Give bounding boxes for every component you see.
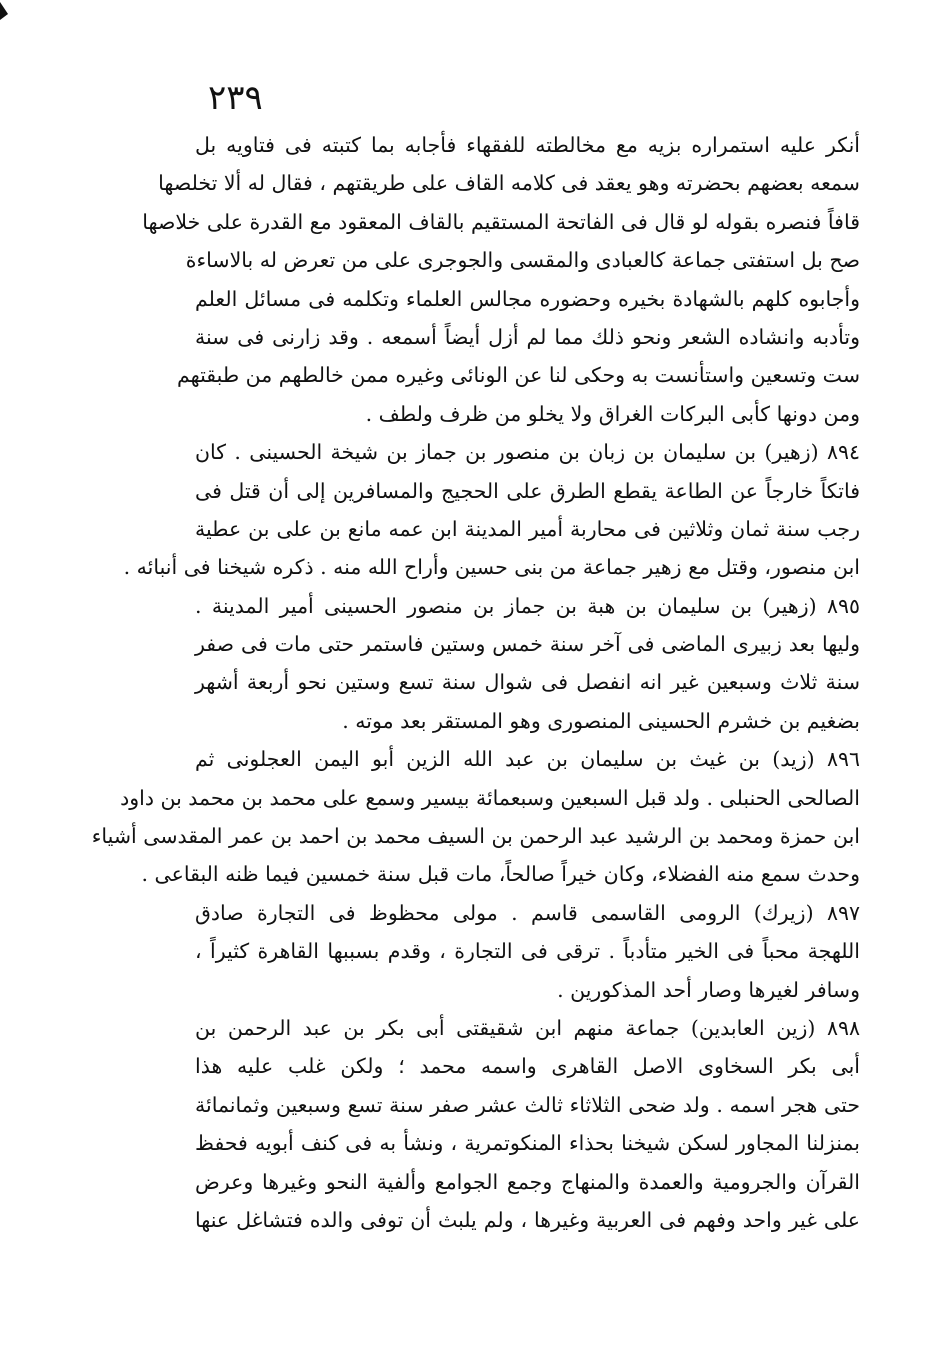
text-line: الصالحى الحنبلى . ولد قبل السبعين وسبعمائة بيسير وسمع على محمد بن محمد بن داود (120, 785, 860, 810)
text-line: سمعه بعضهم بحضرته وهو يعقد فى كلامه القاف على طريقتهم ، فقال له ألا تخلصها (158, 171, 860, 196)
text-line: قافاً فنصره بقوله لو قال فى الفاتحة المستقيم بالقاف المعقود مع القدرة على خلاصها (142, 209, 860, 234)
text-line: حتى هجر اسمه . ولد ضحى الثلاثاء ثالث عشر صفر سنة تسع وسبعين وثمانمائة (195, 1092, 860, 1117)
text-line: بمنزلنا المجاور لسكن شيخنا بحذاء المنكوتمرية ، ونشأ به فى كنف أبويه فحفظ (195, 1131, 860, 1156)
text-line: أبى بكر السخاوى الاصل القاهرى واسمه محمد ؛ ولكن غلب عليه هذا (195, 1054, 860, 1079)
text-line: بضغيم بن خشرم الحسينى المنصورى وهو المستقر بعد موته . (342, 708, 860, 733)
text-line: على غير واحد وفهم فى العربية وغيرها ، ولم يلبث أن توفى والده فتشاغل عنها (195, 1207, 860, 1232)
page-number: ٢٣٩ (208, 78, 263, 118)
text-line: سنة ثلاث وسبعين غير انه انفصل فى شوال سنة تسع وستين نحو أربعة أشهر (195, 670, 860, 695)
text-line: وتأدبه وانشاده الشعر ونحو ذلك مما لم أزل أيضاً أسمعه . وقد زارنى فى سنة (195, 324, 860, 349)
text-line: صح بل استفتى جماعة كالعبادى والمقسى والجوجرى على من تعرض له بالاساءة (185, 248, 860, 273)
entry-894-heading: ٨٩٤ (زهير) بن سليمان بن زبان بن منصور بن جماز بن شيخة الحسينى . كان (195, 440, 860, 465)
text-line: وحدث سمع منه الفضلاء، وكان خيراً صالحاً، مات قبل سنة خمسين فيما ظنه البقاعى . (141, 862, 860, 887)
text-line: وأجابوه كلهم بالشهادة بخيره وحضوره مجالس العلماء وتكلمه فى مسائل العلم (195, 286, 860, 311)
entry-898-heading: ٨٩٨ (زين العابدين) جماعة منهم ابن شقيقتى أبى بكر بن عبد الرحمن بن (195, 1015, 860, 1040)
text-line: ابن حمزة ومحمد بن الرشيد عبد الرحمن بن السيف محمد بن احمد بن عمر المقدسى أشياء (91, 824, 860, 849)
text-line: اللهجة محباً فى الخير متأدباً . ترقى فى التجارة ، وقدم بسببها القاهرة كثيراً ، (195, 939, 860, 964)
text-line: ومن دونها كأبى البركات الغراق ولا يخلو من ظرف ولطف . (365, 401, 860, 426)
text-line: رجب سنة ثمان وثلاثين فى محاربة أمير المدينة ابن عمه مانع بن على بن عطية (195, 516, 860, 541)
text-line: القرآن والجرومية والعمدة والمنهاج وجمع الجوامع وألفية النحو وغيرها وعرض (195, 1169, 860, 1194)
text-line: ابن منصور، وقتل مع زهير جماعة من بنى حسين وأراح الله منه . ذكره شيخنا فى أنبائه . (123, 555, 860, 580)
entry-896-heading: ٨٩٦ (زيد) بن غيث بن سليمان بن عبد الله الزين أبو اليمن العجلونى ثم (195, 747, 860, 772)
text-line: ست وتسعين واستأنست به وحكى لنا عن الونائى وغيره ممن خالطهم من طبقتهم (177, 363, 860, 388)
page-text (91, 126, 860, 1239)
text-line: أنكر عليه استمراره بزيه مع مخالطته للفقهاء فأجابه بما كتبته فى فتاويه بل (195, 133, 860, 157)
corner-mark (0, 2, 8, 20)
entry-897-heading: ٨٩٧ (زيرك) الرومى القاسمى قاسم . مولى محظوظ فى التجارة صادق (195, 900, 860, 925)
entry-895-heading: ٨٩٥ (زهير) بن سليمان بن هبة بن جماز بن منصور الحسينى أمير المدينة . (195, 593, 860, 618)
text-line: وليها بعد زبيرى الماضى فى آخر سنة خمس وستين فاستمر حتى مات فى صفر (195, 632, 860, 657)
text-line: وسافر لغيرها وصار أحد المذكورين . (557, 977, 860, 1002)
text-line: فاتكاً خارجاً عن الطاعة يقطع الطرق على الحجيج والمسافرين إلى أن قتل فى (195, 478, 860, 503)
